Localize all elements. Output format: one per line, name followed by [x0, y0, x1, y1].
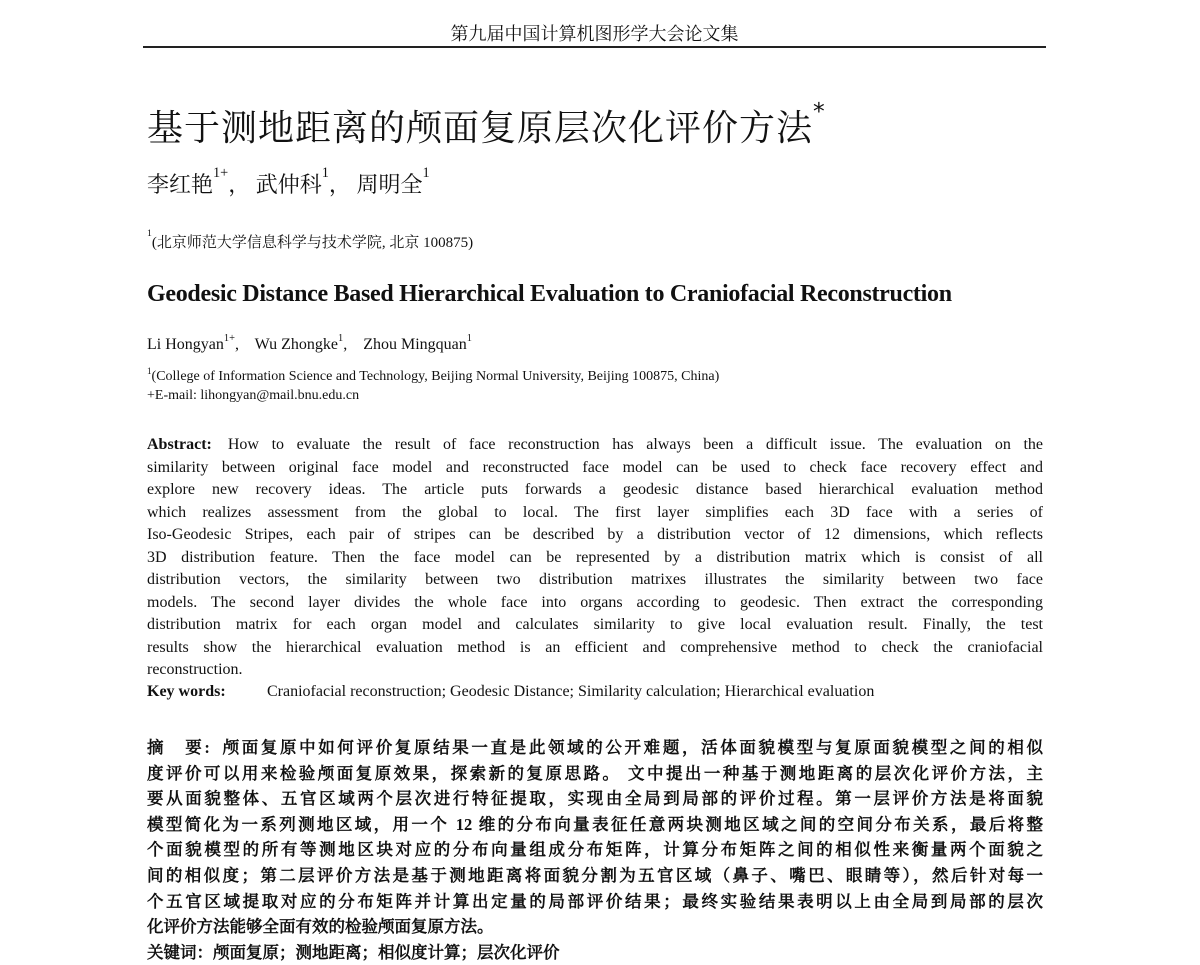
keywords-cn [147, 940, 1043, 965]
abstract-line-text: distribution matrix for each organ model and calculates similarity to give local evaluation result. Finally, the test [147, 616, 1043, 633]
abstract-line [147, 659, 1043, 682]
paper-title-cn [147, 97, 826, 151]
abstract-line-text: 3D distribution feature. Then the face model can be represented by a distribution matrix which is consist of all [147, 548, 1043, 566]
abstract-cn [147, 735, 1043, 965]
affiliation-en [147, 366, 720, 385]
abstract-line-text: 个面貌模型的所有等测地区块对应的分布向量组成分布矩阵，计算分布矩阵之间的相似性来衡量两个面貌之 [147, 840, 1043, 860]
affil-text: (College of Information Science and Technology, Beijing Normal University, Beijing 100875, China) [151, 369, 720, 384]
abstract-line [147, 786, 1043, 812]
abstract-line-text: explore new recovery ideas. The article puts forwards a geodesic distance based hierarchical evaluation method [147, 481, 1043, 498]
abstract-line [147, 761, 1043, 787]
author: Wu Zhongke [254, 336, 338, 353]
keywords-label: 关键词： [147, 942, 213, 962]
abstract-line-text: results show the hierarchical evaluation method is an efficient and comprehensive method to check the craniofacial [147, 638, 1043, 656]
abstract-line [147, 524, 1043, 547]
abstract-line-text: reconstruction. [147, 661, 243, 678]
abstract-line [147, 434, 1043, 457]
abstract-line-text: 模型简化为一系列测地区域，用一个 12 维的分布向量表征任意两块测地区域之间的空间分布关系，最后将整 [147, 814, 1043, 834]
abstract-line [147, 614, 1043, 637]
header-rule [143, 46, 1046, 48]
author-sup: 1 [466, 333, 472, 344]
author-sup: 1+ [223, 333, 235, 344]
abstract-line [147, 914, 1043, 940]
author: Zhou Mingquan [363, 336, 467, 353]
abstract-line-text: How to evaluate the result of face reconstruction has always been a difficult issue. The evaluation on the [227, 436, 1043, 453]
abstract-line-text: 要从面貌整体、五官区域两个层次进行特征提取，实现由全局到局部的评价过程。第一层评价方法是将面貌 [147, 789, 1043, 809]
abstract-line-text: distribution vectors, the similarity between two distribution matrixes illustrates the similarity between two face [147, 571, 1043, 588]
abstract-line [147, 837, 1043, 863]
abstract-line-text: 间的相似度；第二层评价方法是基于测地距离将面貌分割为五官区域（鼻子、嘴巴、眼睛等），然后针对每一 [147, 865, 1043, 885]
title-footnote-mark: * [813, 97, 826, 125]
author: Li Hongyan [147, 336, 224, 353]
authors-cn: 李红艳$^{1+}$， 武仲科$^1$， 周明全$^1$ [147, 165, 430, 197]
affiliation-cn [147, 228, 474, 252]
author-sup: 1 [321, 165, 329, 181]
author: 武仲科 [255, 172, 322, 197]
running-header: 第九届中国计算机图形学大会论文集 [450, 24, 739, 44]
author-sup: 1 [422, 165, 430, 181]
abstract-line-text: 度评价可以用来检验颅面复原效果，探索新的复原思路。 文中提出一种基于测地距离的层次化评价方法，主 [147, 763, 1043, 783]
abstract-line [147, 863, 1043, 889]
abstract-line-text: 颅面复原中如何评价复原结果一直是此领域的公开难题，活体面貌模型与复原面貌模型之间的相似 [219, 738, 1043, 757]
abstract-line [147, 502, 1043, 525]
affil-sup: 1 [147, 366, 152, 376]
abstract-line [147, 637, 1043, 660]
abstract-line [147, 889, 1043, 915]
abstract-line-text: which realizes assessment from the global to local. The first layer simplifies each 3D face with a series of [147, 503, 1043, 521]
keywords-text: Craniofacial reconstruction; Geodesic Distance; Similarity calculation; Hierarchical evaluation [267, 683, 875, 700]
abstract-line-text: similarity between original face model and reconstructed face model can be used to check face recovery effect and [147, 458, 1043, 476]
abstract-label: Abstract: [147, 436, 212, 453]
authors-en: Li Hongyan$^{1+}$, Wu Zhongke$^1$, Zhou Mingquan$^1$ [147, 333, 472, 353]
abstract-line [147, 812, 1043, 838]
abstract-line [147, 569, 1043, 592]
keywords-text: 颅面复原；测地距离；相似度计算；层次化评价 [213, 942, 560, 962]
title-text: 基于测地距离的颅面复原层次化评价方法 [147, 108, 814, 149]
author-sup: 1+ [213, 165, 229, 181]
author-sup: 1 [338, 333, 344, 344]
author: 李红艳 [147, 172, 214, 197]
abstract-line [147, 547, 1043, 570]
abstract-line [147, 735, 1043, 761]
abstract-line-text: Iso-Geodesic Stripes, each pair of stripes can be described by a distribution vector of 12 dimensions, which reflects [147, 526, 1043, 543]
abstract-line-text: 个五官区域提取对应的分布矩阵并计算出定量的局部评价结果；最终实验结果表明以上由全局到局部的层次 [147, 891, 1043, 911]
author: 周明全 [356, 172, 423, 197]
abstract-label: 摘 要: [147, 738, 210, 757]
abstract-line-text: 化评价方法能够全面有效的检验颅面复原方法。 [147, 917, 494, 937]
abstract-line [147, 592, 1043, 615]
email: +E-mail: lihongyan@mail.bnu.edu.cn [147, 388, 360, 403]
paper-title-en: Geodesic Distance Based Hierarchical Evaluation to Craniofacial Reconstruction [147, 281, 952, 307]
affil-sup: 1 [147, 228, 152, 239]
abstract-en [147, 434, 1043, 682]
abstract-line [147, 479, 1043, 502]
abstract-line-text: models. The second layer divides the whole face into organs according to geodesic. Then extract the corresponding [147, 593, 1043, 611]
keywords-label: Key words: [147, 683, 226, 700]
affil-text: (北京师范大学信息科学与技术学院, 北京 100875) [151, 235, 474, 251]
keywords-en [147, 683, 874, 701]
abstract-line [147, 457, 1043, 480]
